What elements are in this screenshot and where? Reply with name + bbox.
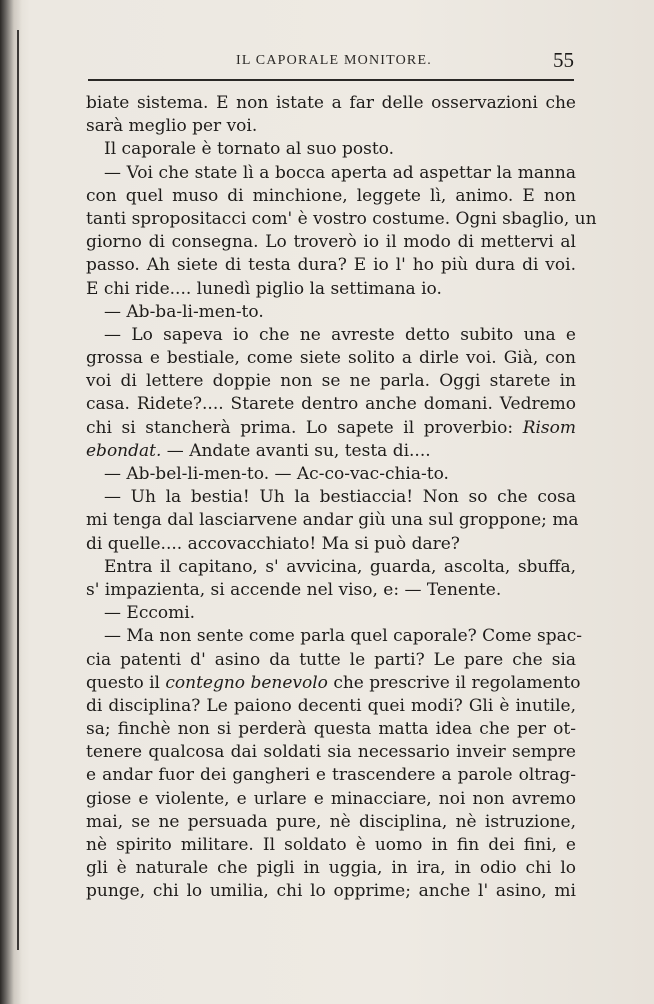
- text-line: giorno di consegna. Lo troverò io il modo di mettervi al: [86, 232, 576, 253]
- text-line: passo. Ah siete di testa dura? E io l' ho più dura di voi.: [86, 255, 576, 276]
- spine-edge-line: [17, 30, 19, 950]
- text-line: — Voi che state lì a bocca aperta ad aspettar la manna: [104, 162, 576, 183]
- text-line: mi tenga dal lasciarvene andar giù una sul groppone; ma: [86, 510, 579, 531]
- text-line: con quel muso di minchione, leggete lì, animo. E non: [86, 185, 576, 206]
- running-title: IL CAPORALE MONITORE.: [236, 53, 432, 68]
- text-line: sarà meglio per voi.: [86, 116, 258, 137]
- text-line: [86, 440, 576, 463]
- text-line: — Ma non sente come parla quel caporale? Come spac-: [104, 626, 582, 647]
- text-line: — Eccomi.: [104, 603, 196, 624]
- text-line: Il caporale è tornato al suo posto.: [104, 139, 395, 160]
- text-line: — Ab-bel-li-men-to. — Ac-co-vac-chia-to.: [104, 464, 449, 484]
- text-segment: — Andate avanti su, testa di....: [166, 440, 431, 461]
- italic-segment: Risom: [522, 417, 577, 438]
- text-line: cia patenti d' asino da tutte le parti? Le pare che sia: [86, 649, 576, 670]
- italic-segment: ebondat.: [86, 440, 162, 461]
- text-line: — Ab-ba-li-men-to.: [104, 301, 264, 322]
- text-line: casa. Ridete?.... Starete dentro anche domani. Vedremo: [86, 394, 576, 415]
- text-segment: questo il: [86, 672, 160, 693]
- text-line: biate sistema. E non istate a far delle osservazioni che: [86, 93, 576, 113]
- text-line: punge, chi lo umilia, chi lo opprime; anche l' asino, mi: [86, 881, 576, 902]
- text-segment: che prescrive il regolamento: [333, 672, 581, 693]
- text-line: tanti spropositacci com' è vostro costume. Ogni sbaglio, un: [86, 208, 597, 229]
- text-line: — Lo sapeva io che ne avreste detto subito una e: [104, 324, 576, 345]
- text-line: di disciplina? Le paiono decenti quei modi? Gli è inutile,: [86, 695, 576, 716]
- italic-segment: contegno benevolo: [165, 672, 328, 693]
- text-line: — Uh la bestia! Uh la bestiaccia! Non so che cosa: [104, 487, 576, 508]
- text-line: [86, 672, 581, 695]
- text-line: Entra il capitano, s' avvicina, guarda, ascolta, sbuffa,: [104, 556, 576, 577]
- header-rule: [88, 79, 574, 81]
- text-line: sa; finchè non si perderà questa matta idea che per ot-: [86, 719, 576, 740]
- text-line: e andar fuor dei gangheri e trascendere a parole oltrag-: [86, 765, 576, 786]
- text-line: gli è naturale che pigli in uggia, in ira, in odio chi lo: [86, 858, 576, 879]
- text-line: nè spirito militare. Il soldato è uomo in fin dei fini, e: [86, 835, 576, 855]
- text-segment: chi si stancherà prima. Lo sapete il proverbio:: [86, 417, 514, 438]
- text-line: s' impazienta, si accende nel viso, e: — Tenente.: [86, 579, 502, 600]
- text-line: E chi ride.... lunedì piglio la settimana io.: [86, 278, 442, 299]
- text-line: voi di lettere doppie non se ne parla. Oggi starete in: [86, 371, 576, 392]
- text-line: mai, se ne persuada pure, nè disciplina, nè istruzione,: [86, 811, 576, 832]
- text-line: di quelle.... accovacchiato! Ma si può dare?: [86, 533, 460, 554]
- page-number: 55: [553, 48, 574, 72]
- text-line: tenere qualcosa dai soldati sia necessario inveir sempre: [86, 742, 576, 763]
- text-line: [86, 417, 576, 440]
- page-header: [86, 50, 574, 76]
- body-text: [86, 92, 597, 904]
- text-line: giose e violente, e urlare e minacciare, noi non avremo: [86, 788, 576, 809]
- text-line: grossa e bestiale, come siete solito a dirle voi. Già, con: [86, 348, 576, 369]
